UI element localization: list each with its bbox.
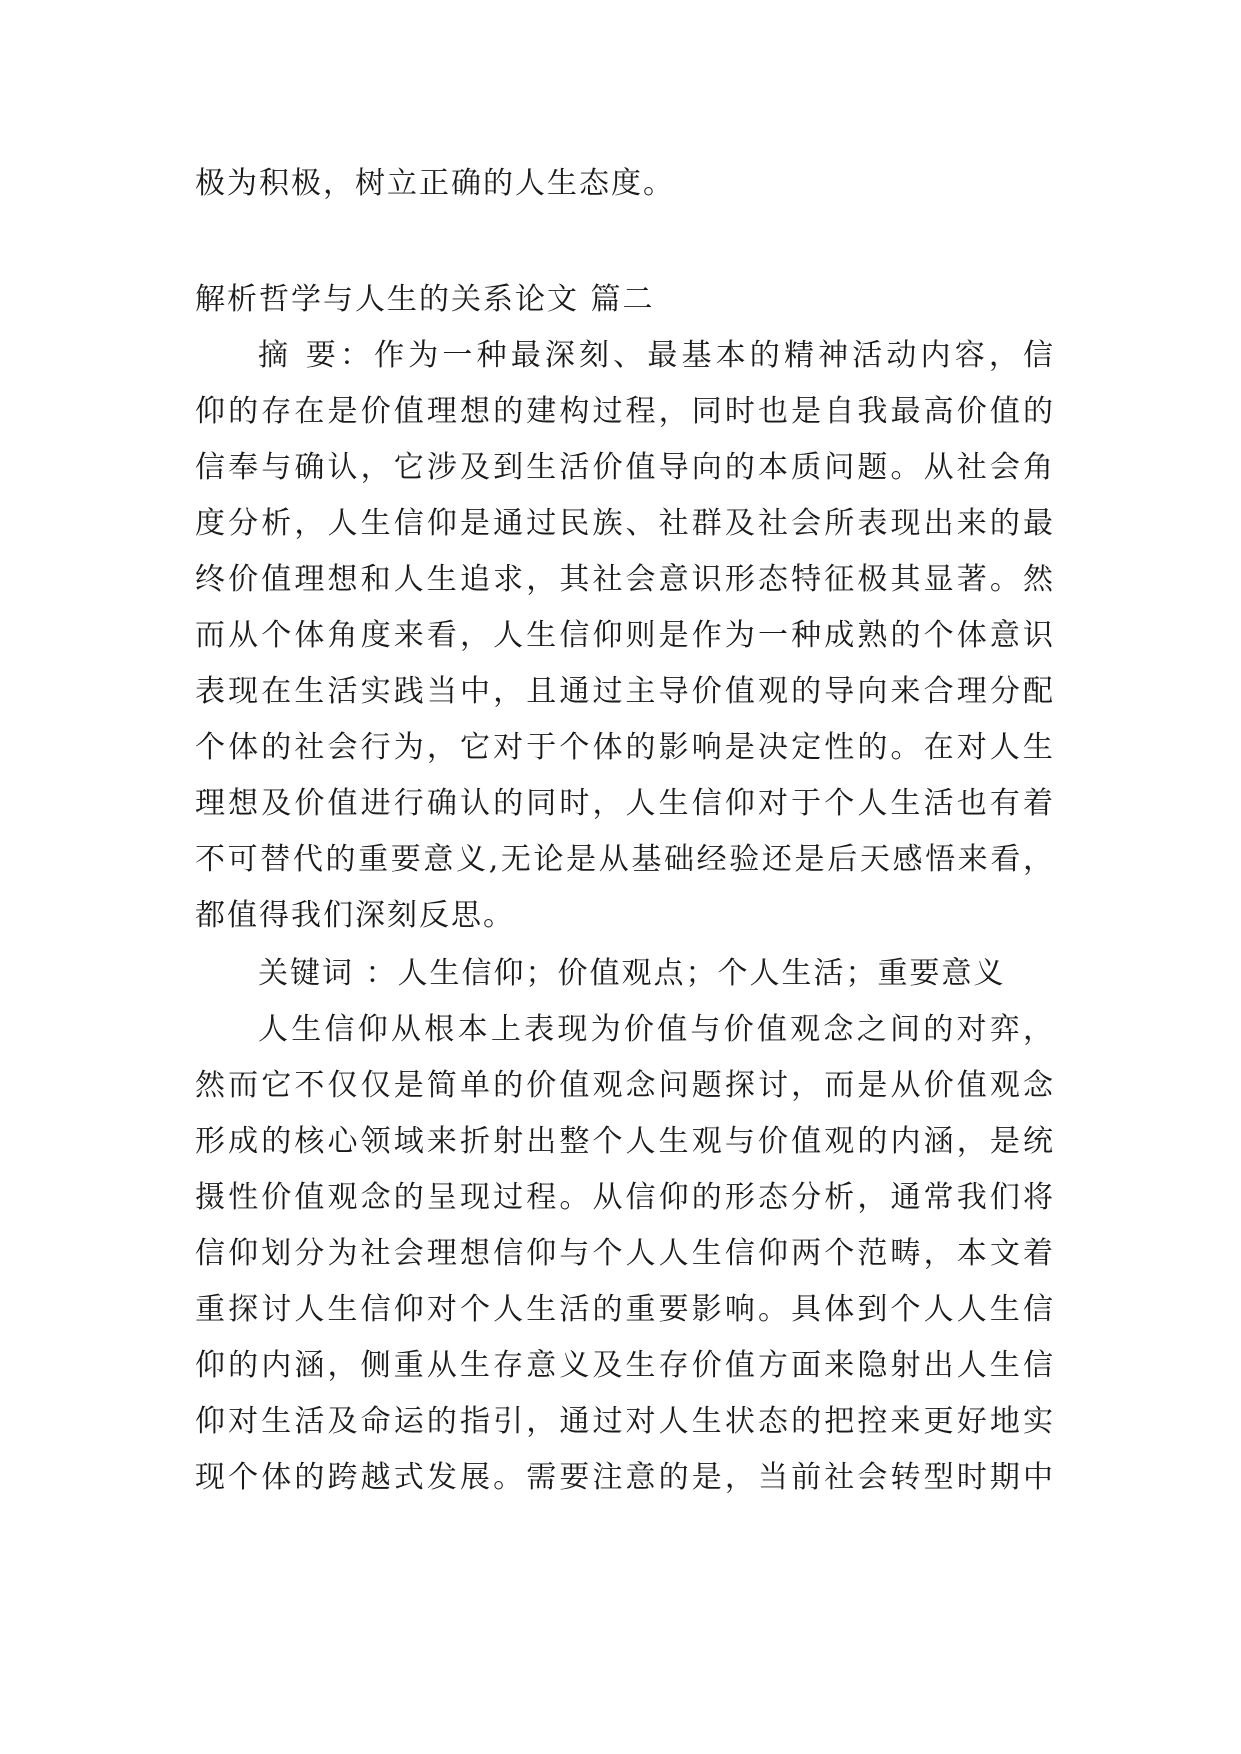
abstract-line: 表现在生活实践当中，且通过主导价值观的导向来合理分配 <box>195 674 1055 709</box>
body-line: 重探讨人生信仰对个人生活的重要影响。具体到个人人生信 <box>195 1292 1055 1327</box>
abstract-line: 终价值理想和人生追求，其社会意识形态特征极其显著。然 <box>195 562 1055 597</box>
body-line: 仰的内涵，侧重从生存意义及生存价值方面来隐射出人生信 <box>195 1348 1055 1383</box>
abstract-line: 而从个体角度来看，人生信仰则是作为一种成熟的个体意识 <box>195 618 1055 653</box>
abstract-line: 都值得我们深刻反思。 <box>195 898 515 933</box>
abstract-line: 个体的社会行为，它对于个体的影响是决定性的。在对人生 <box>195 730 1055 765</box>
body-line: 形成的核心领域来折射出整个人生观与价值观的内涵，是统 <box>195 1124 1055 1159</box>
keywords-line: 关键词 ：人生信仰；价值观点；个人生活；重要意义 <box>258 956 1006 991</box>
body-line: 仰对生活及命运的指引，通过对人生状态的把控来更好地实 <box>195 1404 1055 1439</box>
body-line: 现个体的跨越式发展。需要注意的是，当前社会转型时期中 <box>195 1460 1055 1495</box>
abstract-line: 不可替代的重要意义,无论是从基础经验还是后天感悟来看， <box>195 842 1055 877</box>
abstract-line: 信奉与确认，它涉及到生活价值导向的本质问题。从社会角 <box>195 450 1055 485</box>
abstract-line: 仰的存在是价值理想的建构过程，同时也是自我最高价值的 <box>195 394 1055 429</box>
carry-over-text: 极为积极，树立正确的人生态度。 <box>195 166 675 201</box>
abstract-line: 理想及价值进行确认的同时，人生信仰对于个人生活也有着 <box>195 786 1055 821</box>
abstract-line: 摘 要：作为一种最深刻、最基本的精神活动内容，信 <box>258 338 1055 373</box>
abstract-line: 度分析，人生信仰是通过民族、社群及社会所表现出来的最 <box>195 506 1055 541</box>
body-line: 人生信仰从根本上表现为价值与价值观念之间的对弈， <box>258 1012 1055 1047</box>
body-line: 摄性价值观念的呈现过程。从信仰的形态分析，通常我们将 <box>195 1180 1055 1215</box>
body-line: 然而它不仅仅是简单的价值观念问题探讨，而是从价值观念 <box>195 1068 1055 1103</box>
section-title: 解析哲学与人生的关系论文 篇二 <box>195 282 655 317</box>
body-line: 信仰划分为社会理想信仰与个人人生信仰两个范畴，本文着 <box>195 1236 1055 1271</box>
